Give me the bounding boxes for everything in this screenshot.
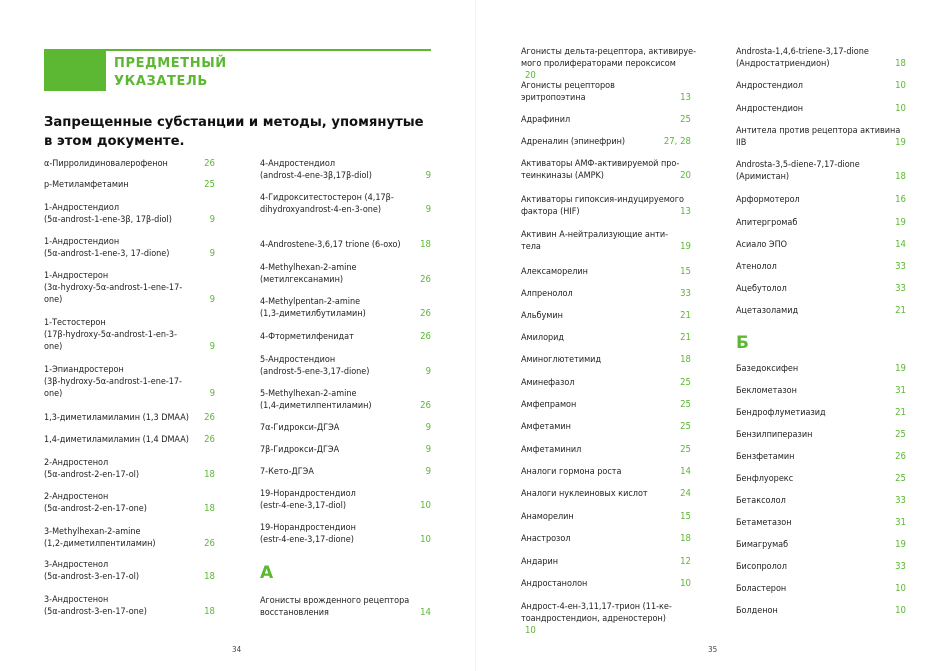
index-term: 1-Тестостерон [44, 318, 106, 328]
index-term: Боластерон [736, 584, 787, 594]
index-term: 4-Гидрокситестостерон (4,17β- [260, 193, 394, 203]
index-page-ref[interactable]: 25 [680, 377, 691, 388]
index-page-ref[interactable]: 15 [680, 266, 691, 277]
index-term: Бензфетамин [736, 452, 795, 462]
index-term: Амфетамин [521, 422, 571, 432]
index-term: Андрост-4-ен-3,11,17-трион (11-ке- [521, 602, 672, 612]
index-entry [521, 556, 691, 568]
index-term: Бетаметазон [736, 518, 792, 528]
index-page-ref[interactable]: 26 [204, 412, 215, 423]
index-page-ref[interactable]: 19 [895, 137, 906, 148]
page-number-right: 35 [708, 645, 718, 654]
index-term: Анастрозол [521, 534, 571, 544]
index-term: (estr-4-ene-3,17-dione) [260, 535, 354, 545]
index-entry [44, 559, 215, 583]
index-term: Активаторы АМФ-активируемой про- [521, 159, 680, 169]
index-entry [521, 354, 691, 366]
index-entry [44, 236, 215, 260]
index-term: Androsta-1,4,6-triene-3,17-dione [736, 47, 869, 57]
index-term: Адрафинил [521, 115, 571, 125]
index-entry [521, 421, 691, 433]
index-page-ref[interactable]: 26 [420, 274, 431, 285]
index-entry [44, 526, 215, 550]
index-entry [521, 533, 691, 545]
index-page-ref[interactable]: 13 [680, 92, 691, 103]
index-page-ref[interactable]: 33 [895, 261, 906, 272]
index-page-ref[interactable]: 18 [895, 171, 906, 182]
index-term: IIB [736, 138, 747, 148]
index-page-ref[interactable]: 26 [895, 451, 906, 462]
index-page-ref[interactable]: 18 [204, 469, 215, 480]
index-page-ref[interactable]: 18 [420, 239, 431, 250]
index-entry [521, 288, 691, 300]
index-entry [44, 491, 215, 515]
index-page-ref[interactable]: 25 [895, 429, 906, 440]
index-entry [736, 385, 906, 397]
index-term: 4-Methylhexan-2-amine [260, 263, 357, 273]
index-page-ref[interactable]: 9 [209, 214, 215, 225]
index-entry [44, 158, 215, 170]
index-term: (androst-5-ene-3,17-dione) [260, 367, 370, 377]
index-term: Адреналин (эпинефрин) [521, 137, 626, 147]
index-page-ref[interactable]: 14 [680, 466, 691, 477]
index-term: 4-Androstene-3,6,17 trione (6-oxo) [260, 240, 401, 250]
index-page-ref[interactable]: 33 [680, 288, 691, 299]
index-entry [260, 444, 431, 456]
index-term: (1,2-диметилпентиламин) [44, 539, 156, 549]
index-page-ref[interactable]: 26 [420, 400, 431, 411]
index-entry [260, 595, 431, 619]
index-term: мого пролифераторами пероксисом [521, 59, 676, 69]
index-term: Апитергромаб [736, 218, 798, 228]
index-term: Андростанолон [521, 579, 588, 589]
index-page-ref[interactable]: 9 [209, 248, 215, 259]
index-term: Алексаморелин [521, 267, 588, 277]
index-page-ref[interactable]: 9 [209, 388, 215, 399]
index-page-ref[interactable]: 14 [895, 239, 906, 250]
index-entry [736, 363, 906, 375]
index-term: Androsta-3,5-diene-7,17-dione [736, 160, 860, 170]
index-term: Аналоги гормона роста [521, 467, 622, 477]
index-page-ref[interactable]: 10 [895, 605, 906, 616]
index-entry [44, 594, 215, 618]
index-term: dihydroxyandrost-4-en-3-one) [260, 205, 382, 215]
index-page-ref[interactable]: 33 [895, 283, 906, 294]
index-entry [260, 262, 431, 286]
index-page-ref[interactable]: 33 [895, 495, 906, 506]
index-page-ref[interactable]: 25 [895, 473, 906, 484]
index-page-ref[interactable]: 18 [204, 571, 215, 582]
index-page-ref[interactable]: 33 [895, 561, 906, 572]
index-term: 2-Андростенол [44, 458, 109, 468]
index-term: Ацебутолол [736, 284, 787, 294]
index-entry [521, 332, 691, 344]
index-term: Алпренолол [521, 289, 573, 299]
index-page-ref[interactable]: 31 [895, 385, 906, 396]
index-entry [521, 266, 691, 278]
index-term: 3-Methylhexan-2-amine [44, 527, 141, 537]
intro-heading: Запрещенные субстанции и методы, упомянутые в этом документе. [44, 115, 424, 149]
index-page-ref[interactable]: 24 [680, 488, 691, 499]
index-entry [521, 466, 691, 478]
index-term: 1,3-диметиламиламин (1,3 DMAA) [44, 413, 189, 423]
index-term: 3-Андростенол [44, 560, 109, 570]
index-entry [736, 46, 906, 70]
index-page-ref[interactable]: 25 [680, 421, 691, 432]
index-term: Агонисты дельта-рецептора, активируе- [521, 47, 697, 57]
index-entry [44, 317, 215, 353]
index-term: Бисопролол [736, 562, 787, 572]
index-term: (estr-4-ene-3,17-diol) [260, 501, 347, 511]
index-entry [44, 364, 215, 400]
index-page-ref[interactable]: 18 [680, 533, 691, 544]
index-term: Альбумин [521, 311, 563, 321]
index-entry [260, 422, 431, 434]
index-page-ref[interactable]: 27, 28 [663, 136, 691, 147]
index-term: Бетаксолол [736, 496, 786, 506]
index-entry [521, 194, 691, 218]
index-term: 5-Андростендион [260, 355, 336, 365]
index-term: 19-Норандростендион [260, 523, 356, 533]
index-term: Андростендион [736, 104, 804, 114]
index-page-ref[interactable]: 14 [420, 607, 431, 618]
index-entry [736, 159, 906, 183]
index-page-ref[interactable]: 16 [895, 194, 906, 205]
index-term: Бендрофлуметиазид [736, 408, 826, 418]
index-page-ref[interactable]: 20 [680, 170, 691, 181]
index-entry [44, 412, 215, 424]
index-entry [521, 80, 691, 104]
index-term: (androst-4-ene-3β,17β-diol) [260, 171, 372, 181]
index-term: (1,3-диметилбутиламин) [260, 309, 366, 319]
index-entry [260, 488, 431, 512]
section-title-line-1: ПРЕДМЕТНЫЙ [114, 56, 227, 71]
index-page-ref[interactable]: 15 [680, 511, 691, 522]
index-term: тела [521, 242, 541, 252]
index-term: Амфепрамон [521, 400, 577, 410]
index-entry [44, 179, 215, 191]
page-right [475, 0, 951, 671]
index-term: Анаморелин [521, 512, 574, 522]
index-page-ref[interactable]: 9 [425, 422, 431, 433]
section-title-line-2: УКАЗАТЕЛЬ [114, 74, 208, 89]
index-term: Болденон [736, 606, 778, 616]
index-term: Агонисты рецепторов [521, 81, 615, 91]
index-page-ref[interactable]: 9 [425, 204, 431, 215]
index-page-ref[interactable]: 19 [895, 539, 906, 550]
index-page-ref[interactable]: 13 [680, 206, 691, 217]
index-entry [521, 229, 691, 253]
index-page-ref[interactable]: 9 [425, 170, 431, 181]
index-page-ref[interactable]: 21 [895, 305, 906, 316]
index-term: 4-Methylpentan-2-amine [260, 297, 361, 307]
section-title [114, 55, 227, 91]
index-term: one) [44, 295, 63, 305]
index-entry [736, 103, 906, 115]
index-entry [736, 125, 906, 149]
index-term: 5-Methylhexan-2-amine [260, 389, 357, 399]
index-entry [44, 457, 215, 481]
index-entry [521, 444, 691, 456]
index-entry [521, 601, 691, 637]
index-page-ref[interactable]: 21 [680, 332, 691, 343]
index-entry [260, 192, 431, 216]
index-term: тоандростендион, адреностерон) [521, 614, 666, 624]
index-entry [521, 399, 691, 411]
index-entry [736, 305, 906, 317]
page-left [0, 0, 475, 671]
index-term: (1,4-диметилпентиламин) [260, 401, 372, 411]
index-page-ref[interactable]: 10 [895, 103, 906, 114]
index-term: (5α-androst-1-ene-3β, 17β-diol) [44, 215, 172, 225]
index-entry [521, 114, 691, 126]
index-term: Асиало ЭПО [736, 240, 788, 250]
index-term: (17β-hydroxy-5α-androst-1-en-3- [44, 330, 177, 340]
index-page-ref[interactable]: 9 [425, 366, 431, 377]
index-page-ref[interactable]: 19 [680, 241, 691, 252]
index-term: 1-Эпиандростерон [44, 365, 124, 375]
index-entry [521, 377, 691, 389]
index-term: 19-Норандростендиол [260, 489, 356, 499]
index-letter-b: Б [736, 333, 749, 353]
index-entry [736, 80, 906, 92]
index-page-ref[interactable]: 10 [895, 80, 906, 91]
index-term: Амилорид [521, 333, 565, 343]
index-page-ref[interactable]: 9 [425, 466, 431, 477]
index-term: 1,4-диметиламиламин (1,4 DMAA) [44, 435, 189, 445]
index-entry [44, 202, 215, 226]
index-term: Ацетазоламид [736, 306, 799, 316]
index-entry [260, 466, 431, 478]
index-page-ref[interactable]: 10 [895, 583, 906, 594]
index-term: теинкиназы (AMPK) [521, 171, 604, 181]
index-page-ref[interactable]: 19 [895, 217, 906, 228]
index-page-ref[interactable]: 9 [209, 294, 215, 305]
index-entry [736, 239, 906, 251]
index-entry [736, 561, 906, 573]
index-term: α-Пирролидиновалерофенон [44, 159, 168, 169]
page-number-left: 34 [232, 645, 242, 654]
index-page-ref[interactable]: 26 [204, 158, 215, 169]
index-entry [521, 46, 697, 82]
index-term: Бензилпиперазин [736, 430, 813, 440]
index-term: (3β-hydroxy-5α-androst-1-ene-17- [44, 377, 182, 387]
index-term: Арформотерол [736, 195, 800, 205]
index-term: Активин А-нейтрализующие анти- [521, 230, 669, 240]
index-entry [44, 434, 215, 446]
index-term: 1-Андростендиол [44, 203, 120, 213]
index-page-ref[interactable]: 31 [895, 517, 906, 528]
index-term: (3α-hydroxy-5α-androst-1-ene-17- [44, 283, 183, 293]
index-term: Андростендиол [736, 81, 803, 91]
index-entry [736, 473, 906, 485]
index-entry [521, 578, 691, 590]
index-term: фактора (HIF) [521, 207, 580, 217]
index-term: (5α-androst-1-ene-3, 17-dione) [44, 249, 170, 259]
index-term: (5α-androst-2-en-17-one) [44, 504, 147, 514]
index-term: (5α-androst-3-en-17-one) [44, 607, 147, 617]
index-page-ref[interactable]: 10 [525, 625, 536, 636]
index-term: Аналоги нуклеиновых кислот [521, 489, 648, 499]
header-accent-block [44, 51, 106, 91]
index-entry [736, 583, 906, 595]
index-entry [44, 270, 215, 306]
index-page-ref[interactable]: 10 [420, 500, 431, 511]
index-page-ref[interactable]: 18 [680, 354, 691, 365]
index-term: one) [44, 342, 63, 352]
index-page-ref[interactable]: 26 [420, 308, 431, 319]
index-term: one) [44, 389, 63, 399]
index-page-ref[interactable]: 25 [680, 444, 691, 455]
index-page-ref[interactable]: 18 [204, 606, 215, 617]
index-entry [736, 283, 906, 295]
index-page-ref[interactable]: 10 [420, 534, 431, 545]
index-entry [736, 407, 906, 419]
index-term: Беклометазон [736, 386, 797, 396]
index-page-ref[interactable]: 10 [680, 578, 691, 589]
index-page-ref[interactable]: 25 [680, 114, 691, 125]
index-page-ref[interactable]: 9 [425, 444, 431, 455]
index-entry [736, 539, 906, 551]
index-term: Бимагрумаб [736, 540, 789, 550]
index-term: 1-Андростерон [44, 271, 109, 281]
index-page-ref[interactable]: 26 [204, 434, 215, 445]
index-page-ref[interactable]: 25 [204, 179, 215, 190]
index-entry [260, 239, 431, 251]
index-term: 2-Андростенон [44, 492, 109, 502]
index-term: (Аримистан) [736, 172, 790, 182]
index-page-ref[interactable]: 12 [680, 556, 691, 567]
index-page-ref[interactable]: 18 [895, 58, 906, 69]
index-term: Активаторы гипоксия-индуцируемого [521, 195, 684, 205]
index-term: 1-Андростендион [44, 237, 120, 247]
index-entry [736, 261, 906, 273]
index-term: эритропоэтина [521, 93, 586, 103]
index-term: Аминефазол [521, 378, 575, 388]
index-entry [521, 158, 691, 182]
index-entry [736, 517, 906, 529]
index-term: 4-Андростендиол [260, 159, 336, 169]
index-page-ref[interactable]: 20 [525, 70, 536, 81]
index-term: (метилгексанамин) [260, 275, 344, 285]
index-term: Антитела против рецептора активина [736, 126, 901, 136]
index-entry [260, 388, 431, 412]
index-entry [260, 158, 431, 182]
index-term: Атенолол [736, 262, 777, 272]
index-term: 3-Андростенон [44, 595, 109, 605]
index-entry [260, 522, 431, 546]
index-term: 7-Кето-ДГЭА [260, 467, 314, 477]
index-term: (5α-androst-3-en-17-ol) [44, 572, 140, 582]
index-entry [260, 354, 431, 378]
index-term: Базедоксифен [736, 364, 799, 374]
index-entry [521, 310, 691, 322]
index-page-ref[interactable]: 21 [895, 407, 906, 418]
index-term: Бенфлуорекс [736, 474, 794, 484]
index-page-ref[interactable]: 26 [204, 538, 215, 549]
index-term: p-Метиламфетамин [44, 180, 129, 190]
index-entry [521, 136, 691, 148]
index-term: 7α-Гидрокси-ДГЭА [260, 423, 340, 433]
index-term: (5α-androst-2-en-17-ol) [44, 470, 140, 480]
index-page-ref[interactable]: 18 [204, 503, 215, 514]
index-entry [736, 451, 906, 463]
index-page-ref[interactable]: 9 [209, 341, 215, 352]
index-entry [736, 429, 906, 441]
index-entry [260, 296, 431, 320]
index-term: восстановления [260, 608, 329, 618]
index-entry [521, 511, 691, 523]
index-entry [736, 605, 906, 617]
index-term: 7β-Гидрокси-ДГЭА [260, 445, 340, 455]
index-term: Агонисты врожденного рецептора [260, 596, 410, 606]
index-page-ref[interactable]: 26 [420, 331, 431, 342]
index-entry [736, 217, 906, 229]
index-term: Андарин [521, 557, 559, 567]
index-entry [736, 194, 906, 206]
index-page-ref[interactable]: 21 [680, 310, 691, 321]
index-term: Амфетаминил [521, 445, 582, 455]
index-term: (Андростатриендион) [736, 59, 830, 69]
index-page-ref[interactable]: 25 [680, 399, 691, 410]
index-term: 4-Фторметилфенидат [260, 332, 354, 342]
index-page-ref[interactable]: 19 [895, 363, 906, 374]
index-letter-a: А [260, 563, 274, 583]
index-entry [521, 488, 691, 500]
index-entry [736, 495, 906, 507]
index-entry [260, 331, 431, 343]
index-term: Аминоглютетимид [521, 355, 602, 365]
